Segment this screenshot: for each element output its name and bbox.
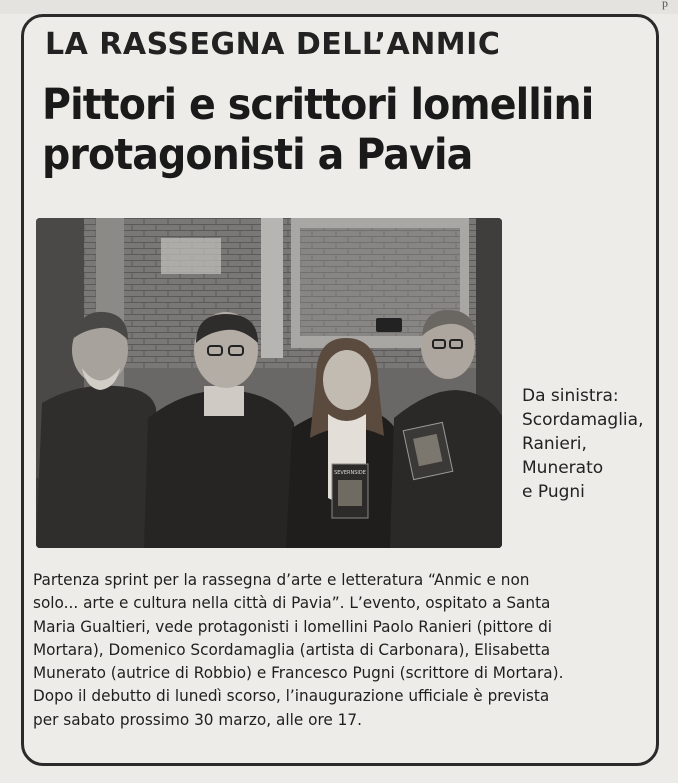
photo-caption — [522, 384, 643, 504]
body-line: Maria Gualtieri, vede protagonisti i lomellini Paolo Ranieri (pittore di — [33, 616, 553, 636]
article-kicker: LA RASSEGNA DELL’ANMIC — [45, 27, 501, 62]
book-title: SEVERNSIDE — [334, 470, 366, 476]
headline-line-1: Pittori e scrittori lomellini — [42, 80, 594, 130]
article-body — [33, 568, 620, 731]
article-photo — [36, 218, 502, 548]
body-line: Partenza sprint per la rassegna d’arte e letteratura “Anmic e non — [33, 570, 530, 589]
caption-line: Da sinistra: — [522, 386, 619, 406]
caption-line: Munerato — [522, 458, 604, 478]
body-line: Mortara), Domenico Scordamaglia (artista di Carbonara), Elisabetta — [33, 639, 551, 659]
page-top-edge — [0, 0, 678, 14]
body-line: per sabato prossimo 30 marzo, alle ore 17. — [33, 709, 362, 729]
page-corner-letter: p — [662, 0, 668, 10]
caption-line: Ranieri, — [522, 434, 587, 454]
article-headline — [42, 80, 594, 180]
body-line: Dopo il debutto di lunedì scorso, l’inaugurazione ufficiale è prevista — [33, 686, 550, 706]
body-line: Munerato (autrice di Robbio) e Francesco Pugni (scrittore di Mortara). — [33, 663, 564, 683]
caption-line: e Pugni — [522, 482, 585, 502]
group-photo-illustration — [36, 218, 502, 548]
caption-line: Scordamaglia, — [522, 410, 644, 430]
body-line: solo... arte e cultura nella città di Pavia”. L’evento, ospitato a Santa — [33, 593, 551, 613]
headline-line-2: protagonisti a Pavia — [42, 130, 473, 180]
